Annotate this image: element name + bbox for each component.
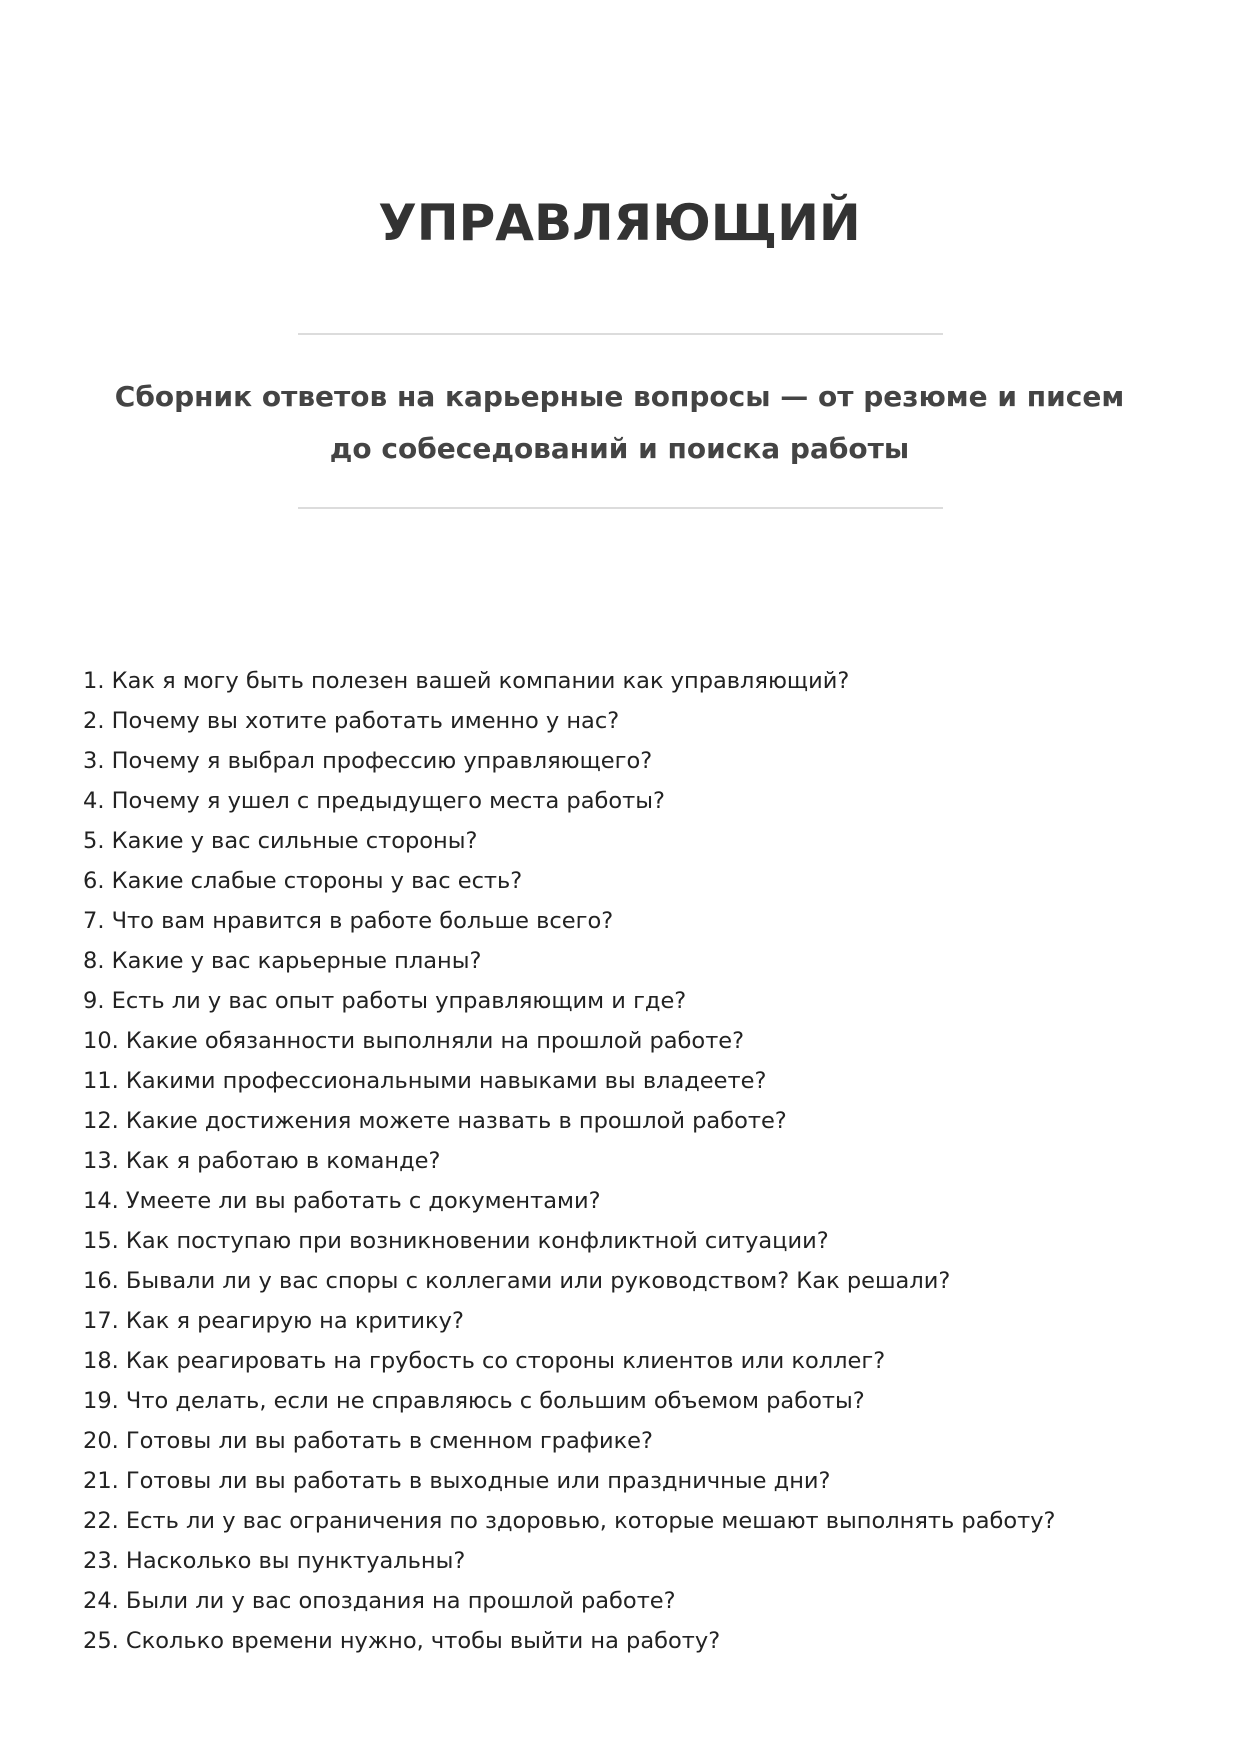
question-item: 6. Какие слабые стороны у вас есть?	[83, 868, 523, 894]
question-item: 14. Умеете ли вы работать с документами?	[83, 1188, 601, 1214]
question-item: 23. Насколько вы пунктуальны?	[83, 1548, 466, 1574]
question-item: 15. Как поступаю при возникновении конфликтной ситуации?	[83, 1228, 829, 1254]
question-item: 16. Бывали ли у вас споры с коллегами или руководством? Как решали?	[83, 1268, 951, 1294]
question-item: 12. Какие достижения можете назвать в прошлой работе?	[83, 1108, 787, 1134]
page-subtitle: Сборник ответов на карьерные вопросы — от резюме и писем до собеседований и поиска работы	[114, 380, 1125, 465]
question-item: 17. Как я реагирую на критику?	[83, 1308, 464, 1334]
question-item: 3. Почему я выбрал профессию управляющего?	[83, 748, 653, 774]
question-item: 20. Готовы ли вы работать в сменном графике?	[83, 1428, 653, 1454]
question-list	[83, 661, 1183, 1661]
question-item: 25. Сколько времени нужно, чтобы выйти на работу?	[83, 1628, 721, 1654]
page-title: УПРАВЛЯЮЩИЙ	[378, 194, 861, 252]
question-item: 1. Как я могу быть полезен вашей компании как управляющий?	[83, 668, 850, 694]
question-item: 9. Есть ли у вас опыт работы управляющим и где?	[83, 988, 687, 1014]
question-item: 22. Есть ли у вас ограничения по здоровью, которые мешают выполнять работу?	[83, 1508, 1056, 1534]
question-item: 7. Что вам нравится в работе больше всего?	[83, 908, 614, 934]
question-item: 8. Какие у вас карьерные планы?	[83, 948, 482, 974]
question-item: 2. Почему вы хотите работать именно у нас?	[83, 708, 620, 734]
top-divider	[298, 333, 943, 335]
question-item: 11. Какими профессиональными навыками вы владеете?	[83, 1068, 767, 1094]
question-item: 24. Были ли у вас опоздания на прошлой работе?	[83, 1588, 676, 1614]
question-item: 18. Как реагировать на грубость со стороны клиентов или коллег?	[83, 1348, 886, 1374]
bottom-divider	[298, 507, 943, 509]
question-item: 10. Какие обязанности выполняли на прошлой работе?	[83, 1028, 745, 1054]
question-item: 4. Почему я ушел с предыдущего места работы?	[83, 788, 665, 814]
question-item: 19. Что делать, если не справляюсь с большим объемом работы?	[83, 1388, 865, 1414]
question-item: 21. Готовы ли вы работать в выходные или праздничные дни?	[83, 1468, 831, 1494]
question-item: 13. Как я работаю в команде?	[83, 1148, 441, 1174]
question-item: 5. Какие у вас сильные стороны?	[83, 828, 478, 854]
